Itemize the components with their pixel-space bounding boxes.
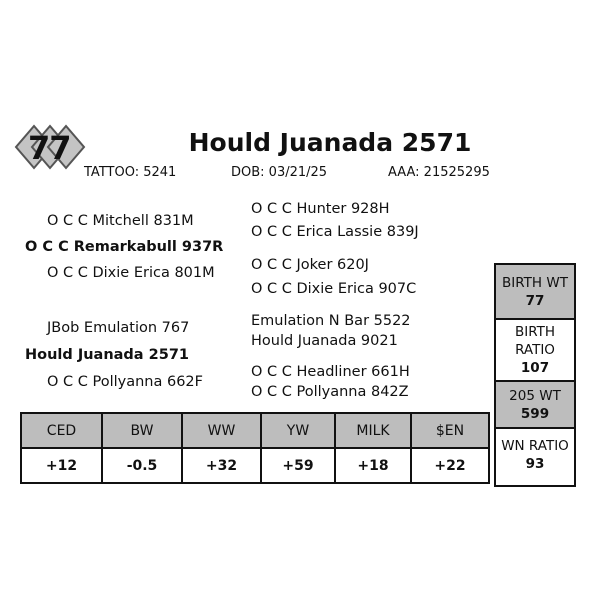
pedigree-dam-sire: JBob Emulation 767 bbox=[47, 320, 190, 336]
epd-value: +18 bbox=[335, 448, 411, 483]
epd-header: YW bbox=[261, 413, 335, 448]
epd-value: +59 bbox=[261, 448, 335, 483]
performance-box bbox=[494, 263, 576, 487]
epd-header: $EN bbox=[411, 413, 489, 448]
tattoo: TATTOO: 5241 bbox=[84, 165, 177, 180]
epd-value: +12 bbox=[21, 448, 102, 483]
pedigree-dd-dam: O C C Pollyanna 842Z bbox=[251, 384, 409, 400]
pedigree-ss-dam: O C C Erica Lassie 839J bbox=[251, 224, 419, 240]
birth-ratio-value: 107 bbox=[520, 360, 550, 376]
birth-ratio-label: BIRTH bbox=[514, 324, 556, 340]
pedigree-sire-dam: O C C Dixie Erica 801M bbox=[47, 265, 215, 281]
epd-value-row bbox=[21, 448, 489, 483]
epd-value: +32 bbox=[182, 448, 261, 483]
epd-header: MILK bbox=[335, 413, 411, 448]
pedigree-ds-dam: Hould Juanada 9021 bbox=[251, 333, 398, 349]
lot-number: 77 bbox=[28, 129, 71, 167]
birth-ratio-cell bbox=[496, 320, 574, 382]
dob: DOB: 03/21/25 bbox=[231, 165, 328, 180]
epd-header: CED bbox=[21, 413, 102, 448]
epd-header: BW bbox=[102, 413, 182, 448]
aaa-number: AAA: 21525295 bbox=[388, 165, 490, 180]
birth-weight-cell bbox=[496, 265, 574, 320]
weight-205-label: 205 WT bbox=[509, 387, 561, 404]
birth-weight-value: 77 bbox=[525, 292, 545, 309]
pedigree-dd-sire: O C C Headliner 661H bbox=[251, 364, 410, 380]
pedigree-dam-dam: O C C Pollyanna 662F bbox=[47, 374, 204, 390]
wean-ratio-value: 93 bbox=[525, 456, 545, 472]
pedigree-dam: Hould Juanada 2571 bbox=[25, 347, 189, 363]
animal-name-title: Hould Juanada 2571 bbox=[188, 128, 472, 157]
weight-205-value: 599 bbox=[520, 405, 550, 422]
epd-value: +22 bbox=[411, 448, 489, 483]
weight-205-cell bbox=[496, 382, 574, 429]
birth-ratio-label: RATIO bbox=[515, 342, 555, 358]
pedigree-sd-dam: O C C Dixie Erica 907C bbox=[251, 281, 417, 297]
pedigree-sire-sire: O C C Mitchell 831M bbox=[47, 213, 194, 229]
epd-header: WW bbox=[182, 413, 261, 448]
pedigree-ss-sire: O C C Hunter 928H bbox=[251, 201, 390, 217]
birth-weight-label: BIRTH WT bbox=[502, 274, 568, 291]
pedigree-sire: O C C Remarkabull 937R bbox=[25, 239, 224, 255]
epd-table bbox=[20, 412, 490, 484]
epd-header-row bbox=[21, 413, 489, 448]
epd-value: -0.5 bbox=[102, 448, 182, 483]
wean-ratio-cell bbox=[496, 429, 574, 485]
wean-ratio-label: WN RATIO bbox=[501, 438, 569, 454]
pedigree-ds-sire: Emulation N Bar 5522 bbox=[251, 313, 411, 329]
pedigree-sd-sire: O C C Joker 620J bbox=[251, 257, 369, 273]
